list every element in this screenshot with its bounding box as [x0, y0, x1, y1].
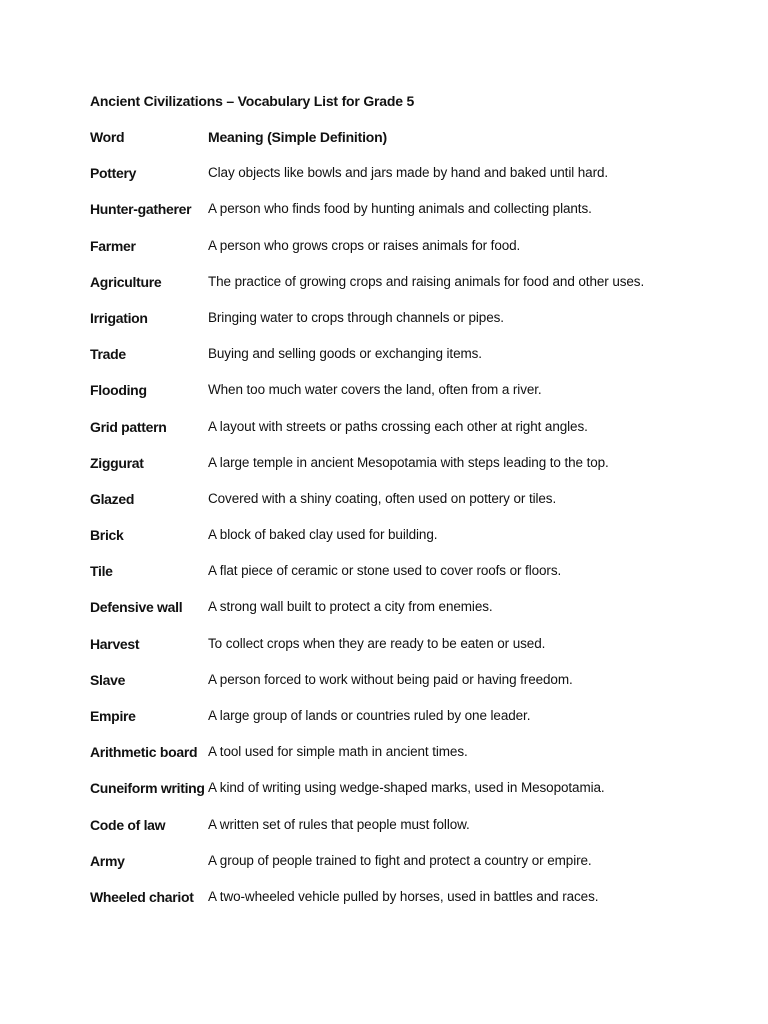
table-row: [90, 455, 730, 491]
vocab-word: Defensive wall: [90, 599, 183, 616]
vocab-word: Brick: [90, 527, 124, 544]
table-row: [90, 274, 730, 310]
table-row: [90, 780, 730, 816]
table-row: [90, 527, 730, 563]
vocab-word: Army: [90, 852, 125, 869]
vocab-meaning: A layout with streets or paths crossing each other at right angles.: [208, 418, 588, 434]
vocab-meaning: A tool used for simple math in ancient times.: [208, 744, 468, 760]
table-row: [90, 672, 730, 708]
document-title: Ancient Civilizations – Vocabulary List for Grade 5: [90, 93, 415, 109]
table-row: [90, 346, 730, 382]
vocab-word: Harvest: [90, 635, 140, 652]
table-row: [90, 599, 730, 635]
vocab-word: Slave: [90, 671, 126, 688]
word-column-header: Word: [90, 129, 125, 145]
vocab-meaning: A person who finds food by hunting animals and collecting plants.: [208, 201, 592, 217]
table-row: [90, 563, 730, 599]
vocab-word: Arithmetic board: [90, 744, 198, 761]
vocab-word: Farmer: [90, 237, 136, 254]
vocab-meaning: A person forced to work without being paid or having freedom.: [208, 671, 573, 687]
vocab-meaning: Bringing water to crops through channels or pipes.: [208, 309, 504, 325]
vocab-meaning: Buying and selling goods or exchanging items.: [208, 346, 482, 362]
table-header-row: [90, 129, 730, 165]
table-row: [90, 853, 730, 889]
vocab-meaning: A large group of lands or countries ruled by one leader.: [208, 708, 531, 723]
vocab-meaning: Covered with a shiny coating, often used on pottery or tiles.: [208, 490, 557, 506]
vocab-word: Irrigation: [90, 309, 148, 326]
vocab-meaning: Clay objects like bowls and jars made by hand and baked until hard.: [208, 165, 609, 181]
vocab-word: Ziggurat: [90, 454, 144, 471]
vocab-word: Grid pattern: [90, 418, 167, 435]
vocab-word: Cuneiform writing: [90, 780, 205, 797]
vocab-word: Hunter-gatherer: [90, 201, 192, 218]
vocab-meaning: A kind of writing using wedge-shaped marks, used in Mesopotamia.: [208, 780, 605, 796]
vocab-meaning: A written set of rules that people must follow.: [208, 816, 470, 832]
table-row: [90, 744, 730, 780]
table-row: [90, 382, 730, 418]
meaning-column-header: Meaning (Simple Definition): [208, 129, 387, 145]
vocab-word: Pottery: [90, 165, 137, 182]
vocab-word: Agriculture: [90, 273, 162, 290]
table-row: [90, 889, 730, 925]
vocab-meaning: A strong wall built to protect a city from enemies.: [208, 599, 493, 615]
vocab-word: Wheeled chariot: [90, 888, 194, 905]
vocab-meaning: A person who grows crops or raises animals for food.: [208, 237, 521, 253]
table-row: [90, 165, 730, 201]
vocab-meaning: A block of baked clay used for building.: [208, 527, 438, 543]
vocab-meaning: A two-wheeled vehicle pulled by horses, used in battles and races.: [208, 888, 599, 904]
vocab-meaning: The practice of growing crops and raising animals for food and other uses.: [208, 273, 645, 289]
table-row: [90, 419, 730, 455]
vocab-word: Trade: [90, 346, 126, 363]
vocab-word: Flooding: [90, 382, 147, 399]
vocab-meaning: A flat piece of ceramic or stone used to cover roofs or floors.: [208, 563, 562, 579]
table-row: [90, 636, 730, 672]
vocab-word: Empire: [90, 708, 136, 724]
table-row: [90, 817, 730, 853]
vocabulary-table: [90, 129, 730, 925]
vocab-meaning: A group of people trained to fight and protect a country or empire.: [208, 852, 592, 868]
table-row: [90, 310, 730, 346]
vocab-word: Glazed: [90, 490, 135, 507]
vocab-meaning: When too much water covers the land, often from a river.: [208, 382, 542, 398]
vocab-word: Code of law: [90, 816, 166, 833]
vocab-word: Tile: [90, 563, 113, 580]
table-row: [90, 491, 730, 527]
vocab-meaning: To collect crops when they are ready to be eaten or used.: [208, 635, 546, 651]
table-row: [90, 201, 730, 237]
table-row: [90, 238, 730, 274]
vocab-meaning: A large temple in ancient Mesopotamia with steps leading to the top.: [208, 454, 609, 470]
table-row: [90, 708, 730, 744]
